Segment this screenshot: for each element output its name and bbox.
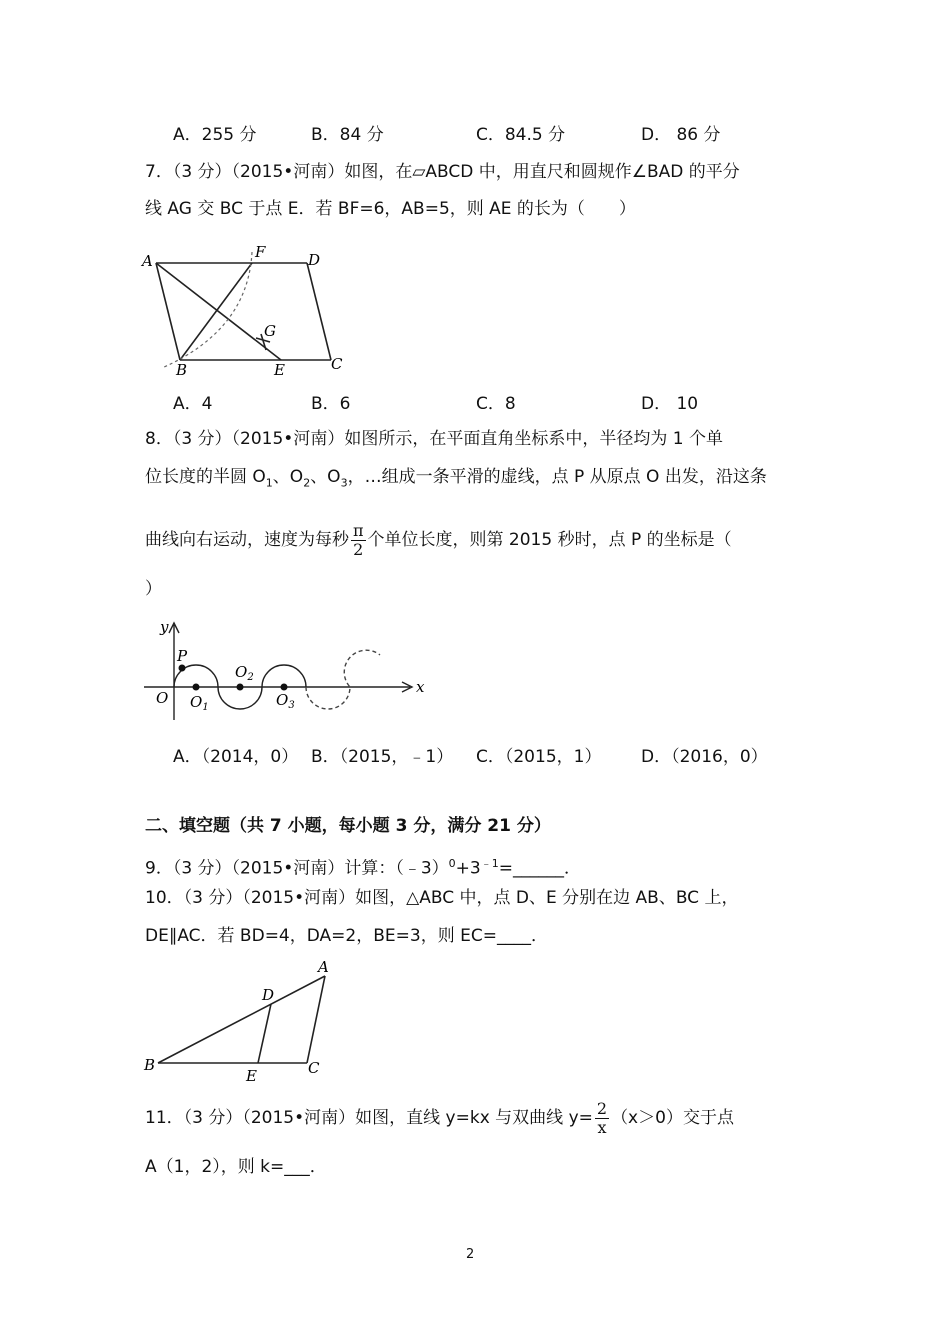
q7-label-e: E xyxy=(274,361,285,379)
q8-label-x: x xyxy=(416,678,425,696)
q8-option-b: B．（2015，﹣1） xyxy=(311,747,454,767)
q8-label-y: y xyxy=(160,618,169,636)
q8-label-o1: $O_1$ xyxy=(190,693,209,713)
q8-label-p: P xyxy=(177,647,188,665)
q11-line-1: 11．（3 分）（2015•河南）如图，直线 y=kx 与双曲线 y= $\frac{2}{x}$ （x＞0）交于点 xyxy=(145,1098,734,1137)
q7-label-f: F xyxy=(255,243,266,261)
q6-option-d: D． 86 分 xyxy=(641,125,721,145)
q11-line-2: A（1，2），则 k=___． xyxy=(145,1157,327,1177)
q8-label-o: O xyxy=(156,689,169,707)
q10-label-c: C xyxy=(308,1059,320,1077)
q10-triangle-figure xyxy=(140,956,340,1086)
q8-line-3: 曲线向右运动，速度为每秒 $\frac{\pi}{2}$ 个单位长度，则第 2015 秒时，点 P 的坐标是（ xyxy=(145,520,732,559)
q7-option-d: D． 10 xyxy=(641,394,699,414)
q10-label-b: B xyxy=(144,1056,156,1074)
q8-option-c: C．（2015，1） xyxy=(476,747,602,767)
page-number: 2 xyxy=(466,1247,475,1262)
q8-label-o2: $O_2$ xyxy=(235,663,254,683)
q8-line-2: 位长度的半圆 $O_1$、$O_2$、$O_3$，…组成一条平滑的虚线，点 P 从原点 O 出发，沿这条 xyxy=(145,467,767,490)
q7-label-a: A xyxy=(142,252,153,270)
q7-option-b: B．6 xyxy=(311,394,351,414)
q9-line: 9．（3 分）（2015•河南）计算：$(﹣3)^0+3^{﹣1}=\_\_\_\_\_\_$． xyxy=(145,857,581,879)
q8-label-o3: $O_3$ xyxy=(276,691,295,711)
pi-over-2-fraction: $\frac{\pi}{2}$ xyxy=(353,520,364,559)
q10-line-1: 10．（3 分）（2015•河南）如图，△ABC 中，点 D、E 分别在边 AB、BC 上， xyxy=(145,888,739,908)
q7-label-g: G xyxy=(264,322,276,340)
q10-label-e: E xyxy=(246,1067,257,1085)
q7-line-1: 7．（3 分）（2015•河南）如图，在▱ABCD 中，用直尺和圆规作∠BAD 的平分 xyxy=(145,162,740,182)
q6-option-c: C．84.5 分 xyxy=(476,125,566,145)
q10-line-2: DE∥AC．若 BD=4，DA=2，BE=3，则 EC=____． xyxy=(145,926,548,946)
q7-parallelogram-figure xyxy=(140,240,360,380)
q7-label-c: C xyxy=(331,355,343,373)
q7-option-c: C．8 xyxy=(476,394,516,414)
q8-line-1: 8．（3 分）（2015•河南）如图所示，在平面直角坐标系中，半径均为 1 个单 xyxy=(145,429,723,449)
q10-label-d: D xyxy=(262,986,275,1004)
q6-option-a: A．255 分 xyxy=(173,125,257,145)
two-over-x-fraction: $\frac{2}{x}$ xyxy=(596,1098,608,1137)
q8-option-a: A．（2014，0） xyxy=(173,747,299,767)
q7-label-b: B xyxy=(176,361,188,379)
q8-option-d: D．（2016，0） xyxy=(641,747,768,767)
q6-option-b: B．84 分 xyxy=(311,125,384,145)
section-2-heading: 二、填空题（共 7 小题，每小题 3 分，满分 21 分） xyxy=(145,816,551,836)
q10-label-a: A xyxy=(318,958,329,976)
q7-option-a: A．4 xyxy=(173,394,213,414)
q8-line-4: ） xyxy=(145,579,162,599)
q7-line-2: 线 AG 交 BC 于点 E．若 BF=6，AB=5，则 AE 的长为（ ） xyxy=(145,199,636,219)
q8-coordinate-figure xyxy=(140,615,440,725)
q7-label-d: D xyxy=(308,251,321,269)
